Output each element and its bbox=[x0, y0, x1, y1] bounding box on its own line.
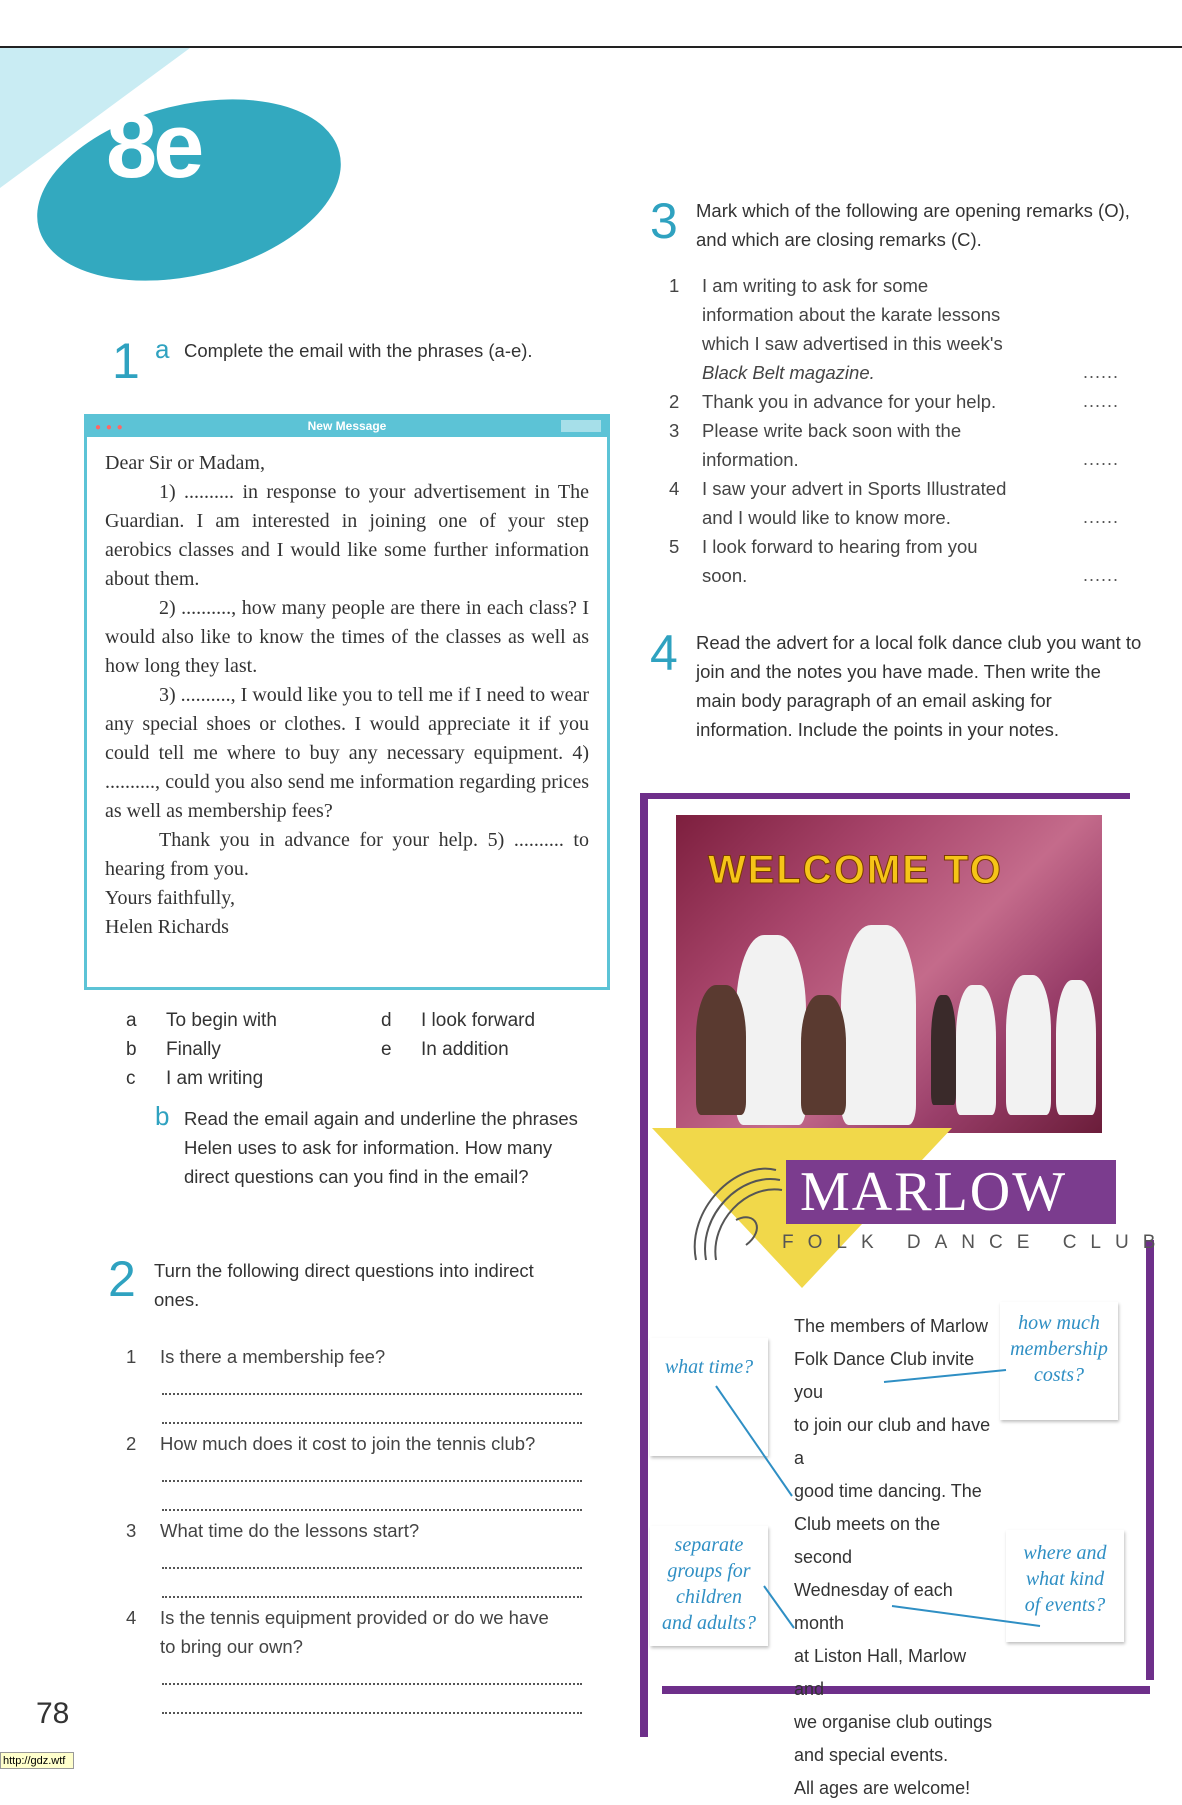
question-text: Is the tennis equipment provided or do we have bbox=[160, 1607, 549, 1628]
remark-number: 4 bbox=[669, 478, 680, 499]
email-signature: Helen Richards bbox=[105, 916, 229, 938]
remark-line: information. bbox=[702, 449, 799, 470]
note-text: costs? bbox=[1034, 1364, 1084, 1386]
note-text: membership bbox=[1010, 1338, 1108, 1360]
question-number: 2 bbox=[126, 1433, 137, 1454]
option-text: In addition bbox=[421, 1039, 509, 1060]
ex2-number: 2 bbox=[108, 1251, 136, 1307]
advert-line: The members of Marlow bbox=[794, 1316, 989, 1336]
email-signoff: Yours faithfully, bbox=[105, 887, 236, 909]
question-number: 4 bbox=[126, 1607, 137, 1628]
remark-line: Please write back soon with the bbox=[702, 420, 962, 441]
advert-line: good time dancing. The bbox=[794, 1481, 982, 1501]
window-buttons-icon[interactable]: ● ● ● bbox=[95, 422, 124, 433]
email-window-title: New Message bbox=[307, 419, 387, 433]
question-number: 3 bbox=[126, 1520, 137, 1541]
club-subtitle: FOLK DANCE CLUB bbox=[782, 1232, 1170, 1253]
note-text: and adults? bbox=[662, 1612, 756, 1634]
remark-line: Black Belt magazine. bbox=[702, 362, 875, 383]
question-number: 1 bbox=[126, 1346, 137, 1367]
email-paragraph: 3) .........., I would like you to tell me if I need to wear any special shoes or clothes. I would appreciate it if you could tell me where to buy any necessary equipment. 4) .........., could you also send me information regarding prices as well as membership fees? bbox=[105, 684, 589, 822]
option-letter: c bbox=[126, 1068, 136, 1089]
note-text: how much bbox=[1018, 1312, 1100, 1334]
ex3-number: 3 bbox=[650, 193, 678, 249]
ex3-instruction: Mark which of the following are opening remarks (O), and which are closing remarks (C). bbox=[696, 200, 1130, 250]
advert-line: Wednesday of each month bbox=[794, 1580, 953, 1633]
advert-line: and special events. bbox=[794, 1745, 949, 1765]
source-url[interactable]: http://gdz.wtf bbox=[0, 1752, 74, 1769]
remark-line: information about the karate lessons bbox=[702, 304, 1001, 325]
question-text: What time do the lessons start? bbox=[160, 1520, 420, 1541]
answer-mark[interactable]: ...... bbox=[1083, 391, 1120, 411]
remark-number: 1 bbox=[669, 275, 680, 296]
answer-mark[interactable]: ...... bbox=[1083, 362, 1120, 382]
advert-line: at Liston Hall, Marlow and bbox=[794, 1646, 967, 1699]
remark-line: Thank you in advance for your help. bbox=[702, 391, 997, 412]
note-text: separate bbox=[674, 1534, 744, 1556]
remark-line: which I saw advertised in this week's bbox=[702, 333, 1003, 354]
advert-line: All ages are welcome! bbox=[794, 1778, 971, 1798]
email-paragraph: 2) .........., how many people are there in each class? I would also like to know the times of the classes as well as how long they last. bbox=[105, 597, 589, 677]
advert-line: Club meets on the second bbox=[794, 1514, 941, 1567]
page-number: 78 bbox=[36, 1697, 70, 1730]
advert-line: Folk Dance Club invite you bbox=[794, 1349, 975, 1402]
welcome-heading: WELCOME TO bbox=[708, 848, 1003, 892]
question-text: How much does it cost to join the tennis club? bbox=[160, 1433, 536, 1454]
email-paragraph: Thank you in advance for your help. 5) .......... to hearing from you. bbox=[105, 829, 589, 880]
note-text: of events? bbox=[1024, 1594, 1106, 1616]
option-letter: a bbox=[126, 1010, 137, 1031]
ex1-instruction-b: Read the email again and underline the phrases Helen uses to ask for information. How many direct questions can you find in the email? bbox=[184, 1108, 578, 1187]
note-text: what time? bbox=[664, 1356, 754, 1378]
remark-line: I saw your advert in Sports Illustrated bbox=[702, 478, 1007, 499]
note-text: where and bbox=[1023, 1542, 1107, 1564]
remark-line: and I would like to know more. bbox=[702, 507, 951, 528]
option-letter: e bbox=[381, 1039, 392, 1060]
remark-number: 2 bbox=[669, 391, 680, 412]
club-name: MARLOW bbox=[800, 1161, 1068, 1223]
option-text: I look forward bbox=[421, 1010, 536, 1031]
remark-line: I look forward to hearing from you bbox=[702, 536, 978, 557]
ex1-part-a: a bbox=[155, 334, 170, 364]
email-paragraph: 1) .......... in response to your advertisement in The Guardian. I am interested in joining one of your step aerobics classes and I would like some further information about them. bbox=[105, 481, 589, 590]
remark-number: 3 bbox=[669, 420, 680, 441]
option-letter: d bbox=[381, 1010, 392, 1031]
ex4-instruction: Read the advert for a local folk dance club you want to join and the notes you have made. Then write the main body paragraph of an email asking for information. Include the points in your notes. bbox=[696, 632, 1142, 740]
remark-line: soon. bbox=[702, 565, 748, 586]
remark-number: 5 bbox=[669, 536, 680, 557]
advert-line: we organise club outings bbox=[794, 1712, 993, 1732]
note-text: groups for bbox=[667, 1560, 751, 1582]
note-text: children bbox=[676, 1586, 742, 1608]
ex2-instruction: Turn the following direct questions into indirect ones. bbox=[154, 1260, 534, 1310]
answer-mark[interactable]: ...... bbox=[1083, 449, 1120, 469]
unit-label: 8e bbox=[106, 95, 201, 197]
option-text: To begin with bbox=[166, 1010, 277, 1031]
option-text: Finally bbox=[166, 1039, 221, 1060]
option-text: I am writing bbox=[166, 1068, 264, 1089]
question-text-cont: to bring our own? bbox=[160, 1636, 303, 1657]
ex1-instruction-a: Complete the email with the phrases (a-e). bbox=[184, 340, 533, 361]
ex1-part-b: b bbox=[155, 1101, 170, 1131]
ex1-number: 1 bbox=[112, 333, 140, 389]
answer-mark[interactable]: ...... bbox=[1083, 565, 1120, 585]
note-text: what kind bbox=[1025, 1568, 1105, 1590]
remark-line: I am writing to ask for some bbox=[702, 275, 929, 296]
option-letter: b bbox=[126, 1039, 137, 1060]
question-text: Is there a membership fee? bbox=[160, 1346, 386, 1367]
ex4-number: 4 bbox=[650, 625, 678, 681]
answer-mark[interactable]: ...... bbox=[1083, 507, 1120, 527]
email-greeting: Dear Sir or Madam, bbox=[105, 452, 265, 474]
advert-line: to join our club and have a bbox=[794, 1415, 991, 1468]
